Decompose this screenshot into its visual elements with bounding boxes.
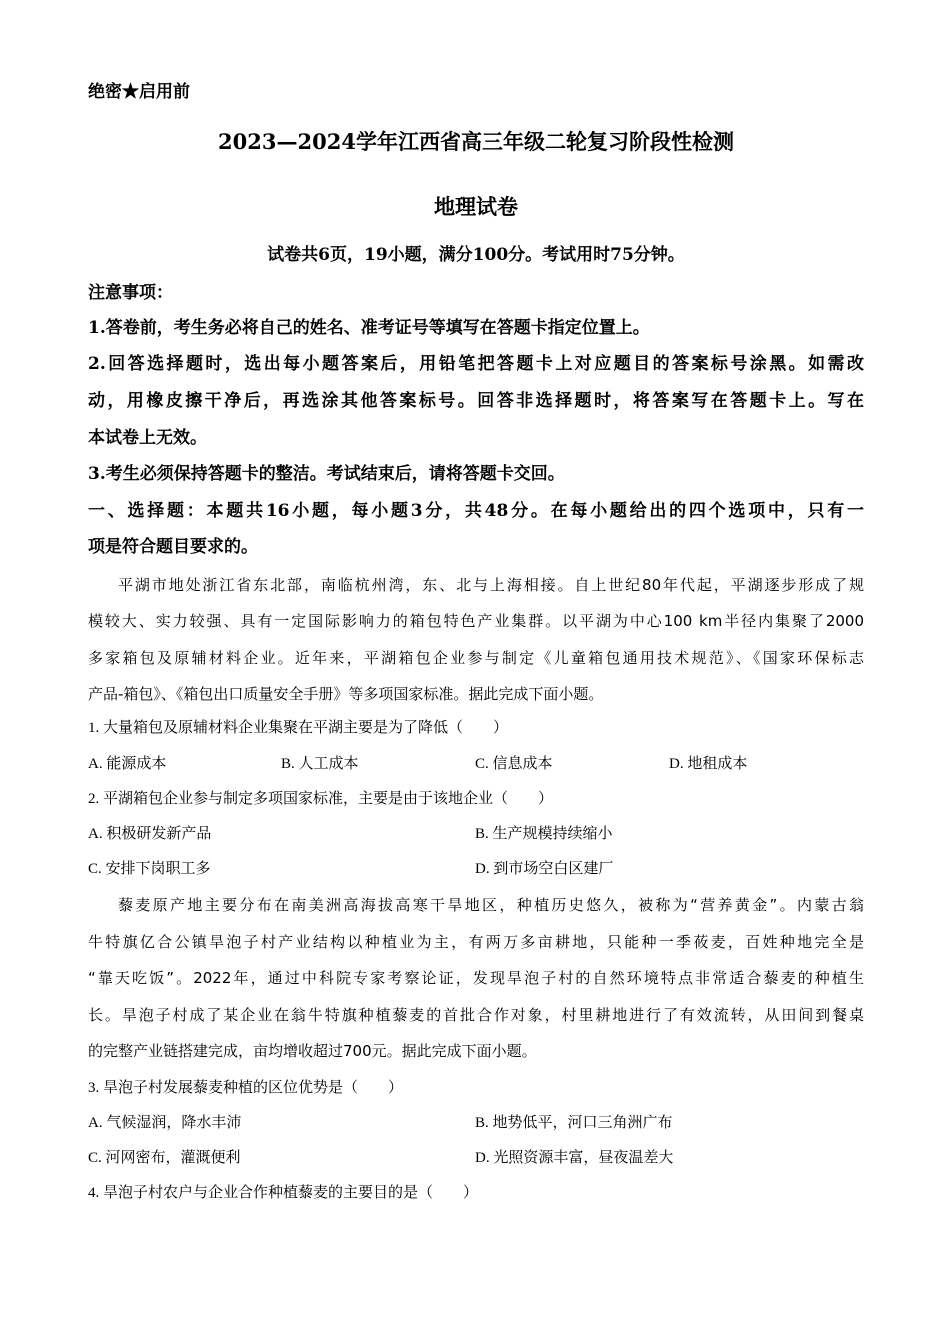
question-3-option-d: D. 光照资源丰富，昼夜温差大 [475, 1150, 674, 1166]
subject-title: 地理试卷 [434, 194, 518, 219]
question-2-option-b: B. 生产规模持续缩小 [475, 826, 613, 842]
passage2-line-3: “靠天吃饭”。2022年，通过中科院专家考察论证，发现旱泡子村的自然环境特点非常适合藜麦的种植生 [88, 969, 864, 987]
notice-item-3: 3.考生必须保持答题卡的整洁。考试结束后，请将答题卡交回。 [88, 464, 565, 484]
passage1-line-3: 多家箱包及原辅材料企业。近年来，平湖箱包企业参与制定《儿童箱包通用技术规范》、《国家环保标志 [88, 649, 864, 667]
question-2-option-c: C. 安排下岗职工多 [88, 861, 211, 877]
confidential-mark: 绝密★启用前 [88, 82, 190, 102]
section-heading-line-2: 项是符合题目要求的。 [88, 537, 258, 557]
exam-title: 2023—2024学年江西省高三年级二轮复习阶段性检测 [218, 129, 734, 154]
notice-item-2-line-3: 本试卷上无效。 [88, 428, 207, 448]
question-3-option-a: A. 气候湿润，降水丰沛 [88, 1115, 242, 1131]
passage2-line-5: 的完整产业链搭建完成，亩均增收超过700元。据此完成下面小题。 [88, 1042, 537, 1060]
notice-item-2-line-1: 2.回答选择题时，选出每小题答案后，用铅笔把答题卡上对应题目的答案标号涂黑。如需改 [88, 354, 864, 374]
passage1-line-1: 平湖市地处浙江省东北部，南临杭州湾，东、北与上海相接。自上世纪80年代起，平湖逐步形成了规 [118, 576, 864, 594]
question-2-option-a: A. 积极研发新产品 [88, 826, 212, 842]
question-4-stem: 4. 旱泡子村农户与企业合作种植藜麦的主要目的是（ ） [88, 1185, 479, 1201]
question-1-option-c: C. 信息成本 [475, 756, 553, 772]
notice-item-2-line-2: 动，用橡皮擦干净后，再选涂其他答案标号。回答非选择题时，将答案写在答题卡上。写在 [88, 391, 864, 411]
passage1-line-4: 产品-箱包》、《箱包出口质量安全手册》等多项国家标准。据此完成下面小题。 [88, 685, 604, 703]
notice-heading: 注意事项： [88, 283, 173, 303]
passage1-line-2: 模较大、实力较强、具有一定国际影响力的箱包特色产业集群。以平湖为中心100 km半径内集聚了2000 [88, 612, 864, 630]
question-1-option-d: D. 地租成本 [669, 756, 748, 772]
question-1-option-a: A. 能源成本 [88, 756, 167, 772]
notice-item-1: 1.答卷前，考生务必将自己的姓名、准考证号等填写在答题卡指定位置上。 [88, 318, 650, 338]
exam-page [88, 0, 864, 1344]
question-1-option-b: B. 人工成本 [281, 756, 359, 772]
passage2-line-2: 牛特旗亿合公镇旱泡子村产业结构以种植业为主，有两万多亩耕地，只能种一季莜麦，百姓种地完全是 [88, 933, 864, 951]
question-3-stem: 3. 旱泡子村发展藜麦种植的区位优势是（ ） [88, 1080, 404, 1096]
passage2-line-1: 藜麦原产地主要分布在南美洲高海拔高寒干旱地区，种植历史悠久，被称为“营养黄金”。内蒙古翁 [118, 896, 864, 914]
question-1-stem: 1. 大量箱包及原辅材料企业集聚在平湖主要是为了降低（ ） [88, 720, 509, 736]
question-2-stem: 2. 平湖箱包企业参与制定多项国家标准，主要是由于该地企业（ ） [88, 791, 554, 807]
question-3-option-b: B. 地势低平，河口三角洲广布 [475, 1115, 673, 1131]
question-2-option-d: D. 到市场空白区建厂 [475, 861, 614, 877]
section-heading-line-1: 一、选择题：本题共16小题，每小题3分，共48分。在每小题给出的四个选项中，只有一 [88, 501, 864, 521]
exam-info: 试卷共6页，19小题，满分100分。考试用时75分钟。 [267, 245, 685, 265]
question-3-option-c: C. 河网密布，灌溉便利 [88, 1150, 241, 1166]
passage2-line-4: 长。旱泡子村成了某企业在翁牛特旗种植藜麦的首批合作对象，村里耕地进行了有效流转，从田间到餐桌 [88, 1006, 864, 1024]
